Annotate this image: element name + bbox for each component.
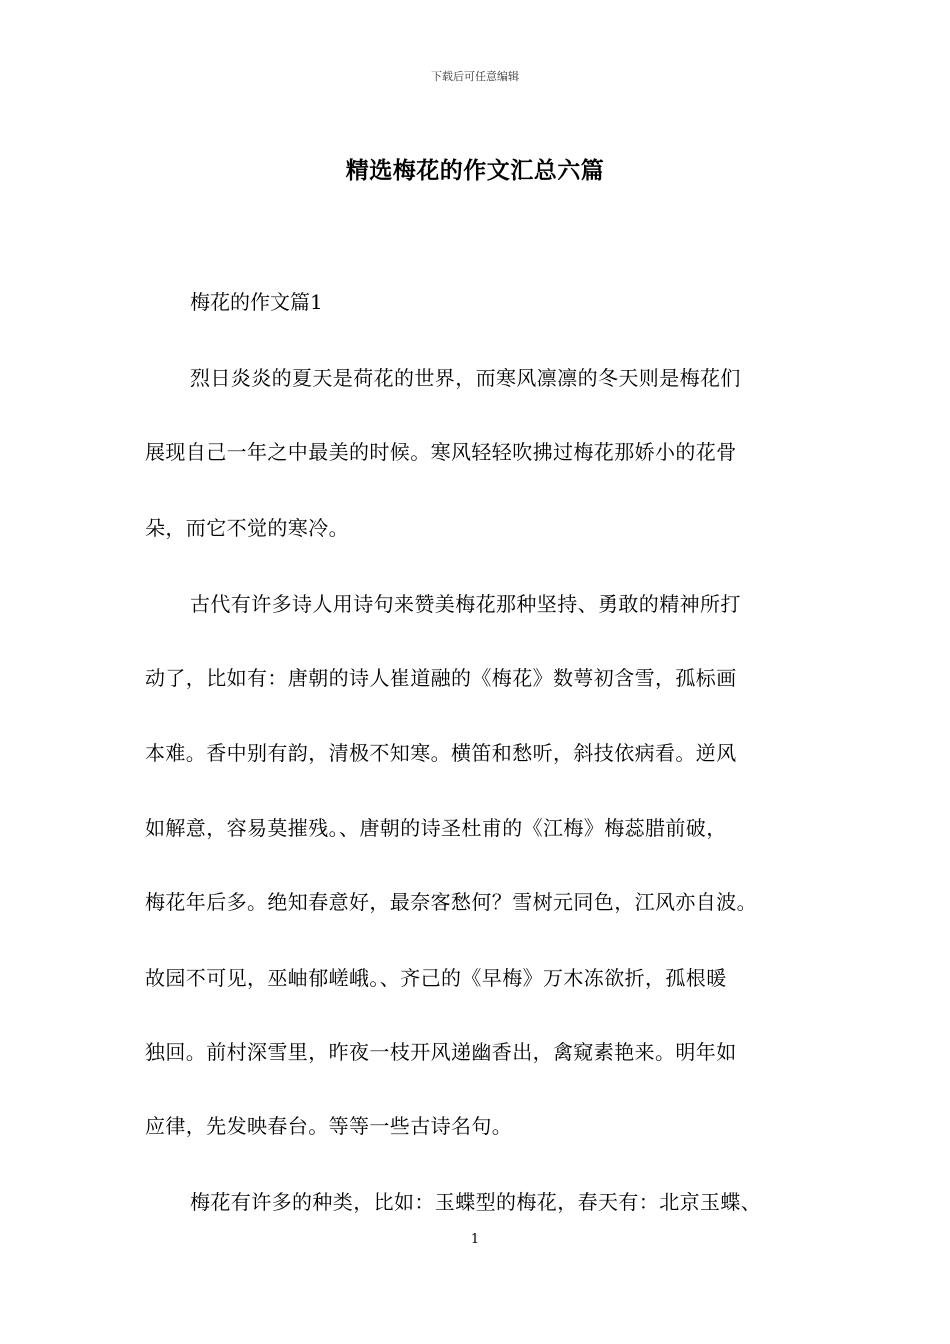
paragraph-line: 梅花年后多。绝知春意好，最奈客愁何？雪树元同色，江风亦自波。 bbox=[145, 890, 757, 914]
section-heading: 梅花的作文篇1 bbox=[190, 290, 323, 314]
header-note: 下载后可任意编辑 bbox=[431, 70, 519, 83]
paragraph-line: 梅花有许多的种类，比如：玉蝶型的梅花，春天有：北京玉蝶、 bbox=[190, 1190, 762, 1214]
paragraph-line: 独回。前村深雪里，昨夜一枝开风递幽香出，禽窥素艳来。明年如 bbox=[145, 1040, 737, 1064]
paragraph-line: 朵，而它不觉的寒冷。 bbox=[145, 516, 349, 540]
paragraph-line: 本难。香中别有韵，清极不知寒。横笛和愁听，斜技依病看。逆风 bbox=[145, 741, 737, 765]
paragraph-line: 应律，先发映春台。等等一些古诗名句。 bbox=[145, 1114, 513, 1138]
page-number: 1 bbox=[470, 1232, 480, 1247]
document-title: 精选梅花的作文汇总六篇 bbox=[345, 157, 605, 184]
paragraph-line: 展现自己一年之中最美的时候。寒风轻轻吹拂过梅花那娇小的花骨 bbox=[145, 440, 737, 464]
paragraph-line: 烈日炎炎的夏天是荷花的世界，而寒风凛凛的冬天则是梅花们 bbox=[190, 366, 741, 390]
paragraph-line: 如解意，容易莫摧残。、唐朝的诗圣杜甫的《江梅》梅蕊腊前破， bbox=[145, 816, 727, 840]
paragraph-line: 古代有许多诗人用诗句来赞美梅花那种坚持、勇敢的精神所打 bbox=[190, 592, 741, 616]
paragraph-line: 动了，比如有：唐朝的诗人崔道融的《梅花》数萼初含雪，孤标画 bbox=[145, 666, 737, 690]
paragraph-line: 故园不可见，巫岫郁嵯峨。、齐己的《早梅》万木冻欲折，孤根暖 bbox=[145, 966, 727, 990]
